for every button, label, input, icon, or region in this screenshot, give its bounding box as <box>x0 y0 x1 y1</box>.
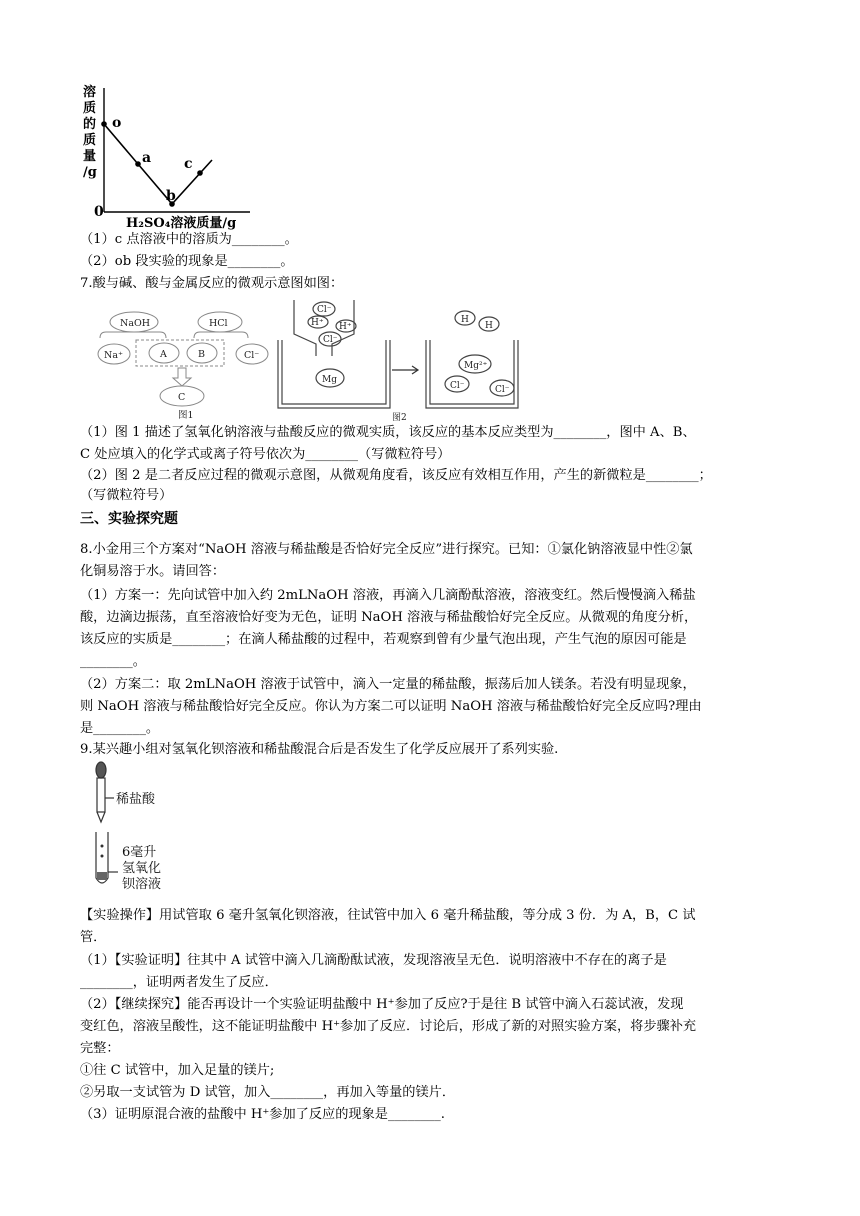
solution-label-2: 氢氧化 <box>122 861 162 876</box>
point-a <box>135 161 141 167</box>
origin-label: 0 <box>94 204 104 220</box>
beaker-left <box>278 340 390 408</box>
point-a-label: a <box>142 150 152 166</box>
q8-line-5: 该反应的实质是________；在滴人稀盐酸的过程中，若观察到曾有少量气泡出现，产生气泡的原因可能是 <box>80 632 687 647</box>
point-o <box>101 121 107 127</box>
mg-ion-label: Mg²⁺ <box>464 361 488 371</box>
cl-label: Cl⁻ <box>450 381 465 391</box>
acid-label: 稀盐酸 <box>116 792 156 807</box>
cl-label: Cl⁻ <box>495 385 510 395</box>
figure-2 <box>272 294 520 424</box>
na-label: Na⁺ <box>104 350 123 361</box>
q7-line-3: （2）图 2 是二者反应过程的微观示意图，从微观角度看，该反应有效相互作用，产生的新微粒是________； <box>80 468 712 483</box>
h-label: H⁺ <box>311 318 324 328</box>
point-c <box>197 170 203 176</box>
q9-title: 9.某兴趣小组对氢氧化钡溶液和稀盐酸混合后是否发生了化学反应展开了系列实验. <box>80 742 559 757</box>
y-label-char: /g <box>83 165 97 180</box>
h-label: H⁺ <box>339 322 352 332</box>
cl-label: Cl⁻ <box>244 350 260 361</box>
q9-line-1: 【实验操作】用试管取 6 毫升氢氧化钡溶液，往试管中加入 6 毫升稀盐酸，等分成 3 份．为 A，B，C 试 <box>80 908 696 923</box>
reaction-arrow <box>392 366 418 374</box>
solution-label-3: 钡溶液 <box>122 877 162 892</box>
point-c-label: c <box>184 156 193 172</box>
q6-line-1: （1）c 点溶液中的溶质为________。 <box>80 232 298 247</box>
q7-line-4: （写微粒符号） <box>80 488 173 503</box>
q9-line-2: 管． <box>80 930 107 945</box>
test-tube-figure <box>88 760 208 892</box>
fig1-caption: 图1 <box>178 410 194 420</box>
h-atom-label: H <box>485 321 493 331</box>
h-atom-label: H <box>461 315 469 325</box>
dropper-tube <box>97 778 105 812</box>
x-axis-label: H₂SO₄溶液质量/g <box>126 216 237 230</box>
b-label: B <box>198 349 205 360</box>
q9-line-10: （3）证明原混合液的盐酸中 H⁺参加了反应的现象是________. <box>80 1107 445 1122</box>
solute-mass-line <box>104 124 212 204</box>
solution-label-1: 6毫升 <box>122 845 157 860</box>
y-label-char: 的 <box>83 117 97 132</box>
q9-line-4: ________，证明两者发生了反应． <box>80 975 278 990</box>
naoh-label: NaOH <box>120 318 151 329</box>
q9-line-7: 完整： <box>80 1041 120 1056</box>
y-label-char: 质 <box>83 133 97 148</box>
q9-line-3: （1）【实验证明】往其中 A 试管中滴入几滴酚酞试液，发现溶液呈无色．说明溶液中不存在的离子是 <box>80 953 667 968</box>
cl-label: Cl⁻ <box>317 305 332 315</box>
solute-mass-graph <box>80 80 260 230</box>
c-label: C <box>178 392 186 403</box>
q9-line-8: ①往 C 试管中，加入足量的镁片; <box>80 1063 275 1078</box>
point-o-label: o <box>112 115 122 131</box>
hcl-label: HCl <box>209 318 228 329</box>
q8-line-2: 化铜易溶于水。请回答： <box>80 564 226 579</box>
a-label: A <box>160 349 167 360</box>
q8-line-4: 酸，边滴边振荡，直至溶液恰好变为无色，证明 NaOH 溶液与稀盐酸恰好完全反应。从微观的角度分析， <box>80 610 698 625</box>
q8-line-6: ________。 <box>80 654 146 669</box>
q9-line-6: 变红色，溶液呈酸性，这不能证明盐酸中 H⁺参加了反应．讨论后，形成了新的对照实验方案，将步骤补充 <box>80 1019 697 1034</box>
q7-line-1: （1）图 1 描述了氢氧化钠溶液与盐酸反应的微观实质，该反应的基本反应类型为________，图中 A、B、 <box>80 425 696 440</box>
mg-label: Mg <box>322 375 337 385</box>
q8-line-9: 是________。 <box>80 721 160 736</box>
q7-title: 7.酸与碱、酸与金属反应的微观示意图如图： <box>80 276 344 291</box>
dropper-bulb <box>96 762 106 778</box>
cl-label: Cl⁻ <box>323 335 338 345</box>
point-b-label: b <box>166 188 176 204</box>
y-label-char: 质 <box>83 101 97 116</box>
beaker-right <box>426 340 518 408</box>
q8-line-8: 则 NaOH 溶液与稀盐酸恰好完全反应。你认为方案二可以证明 NaOH 溶液与稀盐酸恰好完全反应吗?理由 <box>80 699 702 714</box>
q7-line-2: C 处应填入的化学式或离子符号依次为________（写微粒符号） <box>80 447 451 462</box>
y-label-char: 量 <box>83 149 97 164</box>
q8-line-3: （1）方案一：先向试管中加入约 2mLNaOH 溶液，再滴入几滴酚酞溶液，溶液变红。然后慢慢滴入稀盐 <box>80 588 696 603</box>
fig2-caption: 图2 <box>392 413 407 423</box>
down-arrow <box>173 368 191 386</box>
q6-line-2: （2）ob 段实验的现象是________。 <box>80 254 294 269</box>
q8-line-1: 8.小金用三个方案对“NaOH 溶液与稀盐酸是否恰好完全反应”进行探究。已知：①氯化钠溶液显中性②氯 <box>80 542 693 557</box>
q9-line-5: （2）【继续探究】能否再设计一个实验证明盐酸中 H⁺参加了反应?于是往 B 试管中滴入石蕊试液，发现 <box>80 997 684 1012</box>
figure-1 <box>92 308 272 420</box>
y-label-char: 溶 <box>83 85 97 100</box>
q9-line-9: ②另取一支试管为 D 试管，加入________，再加入等量的镁片． <box>80 1085 456 1100</box>
q8-line-7: （2）方案二：取 2mLNaOH 溶液于试管中，滴入一定量的稀盐酸，振荡后加人镁条。若没有明显现象， <box>80 677 696 692</box>
section-title: 三、实验探究题 <box>80 511 178 527</box>
